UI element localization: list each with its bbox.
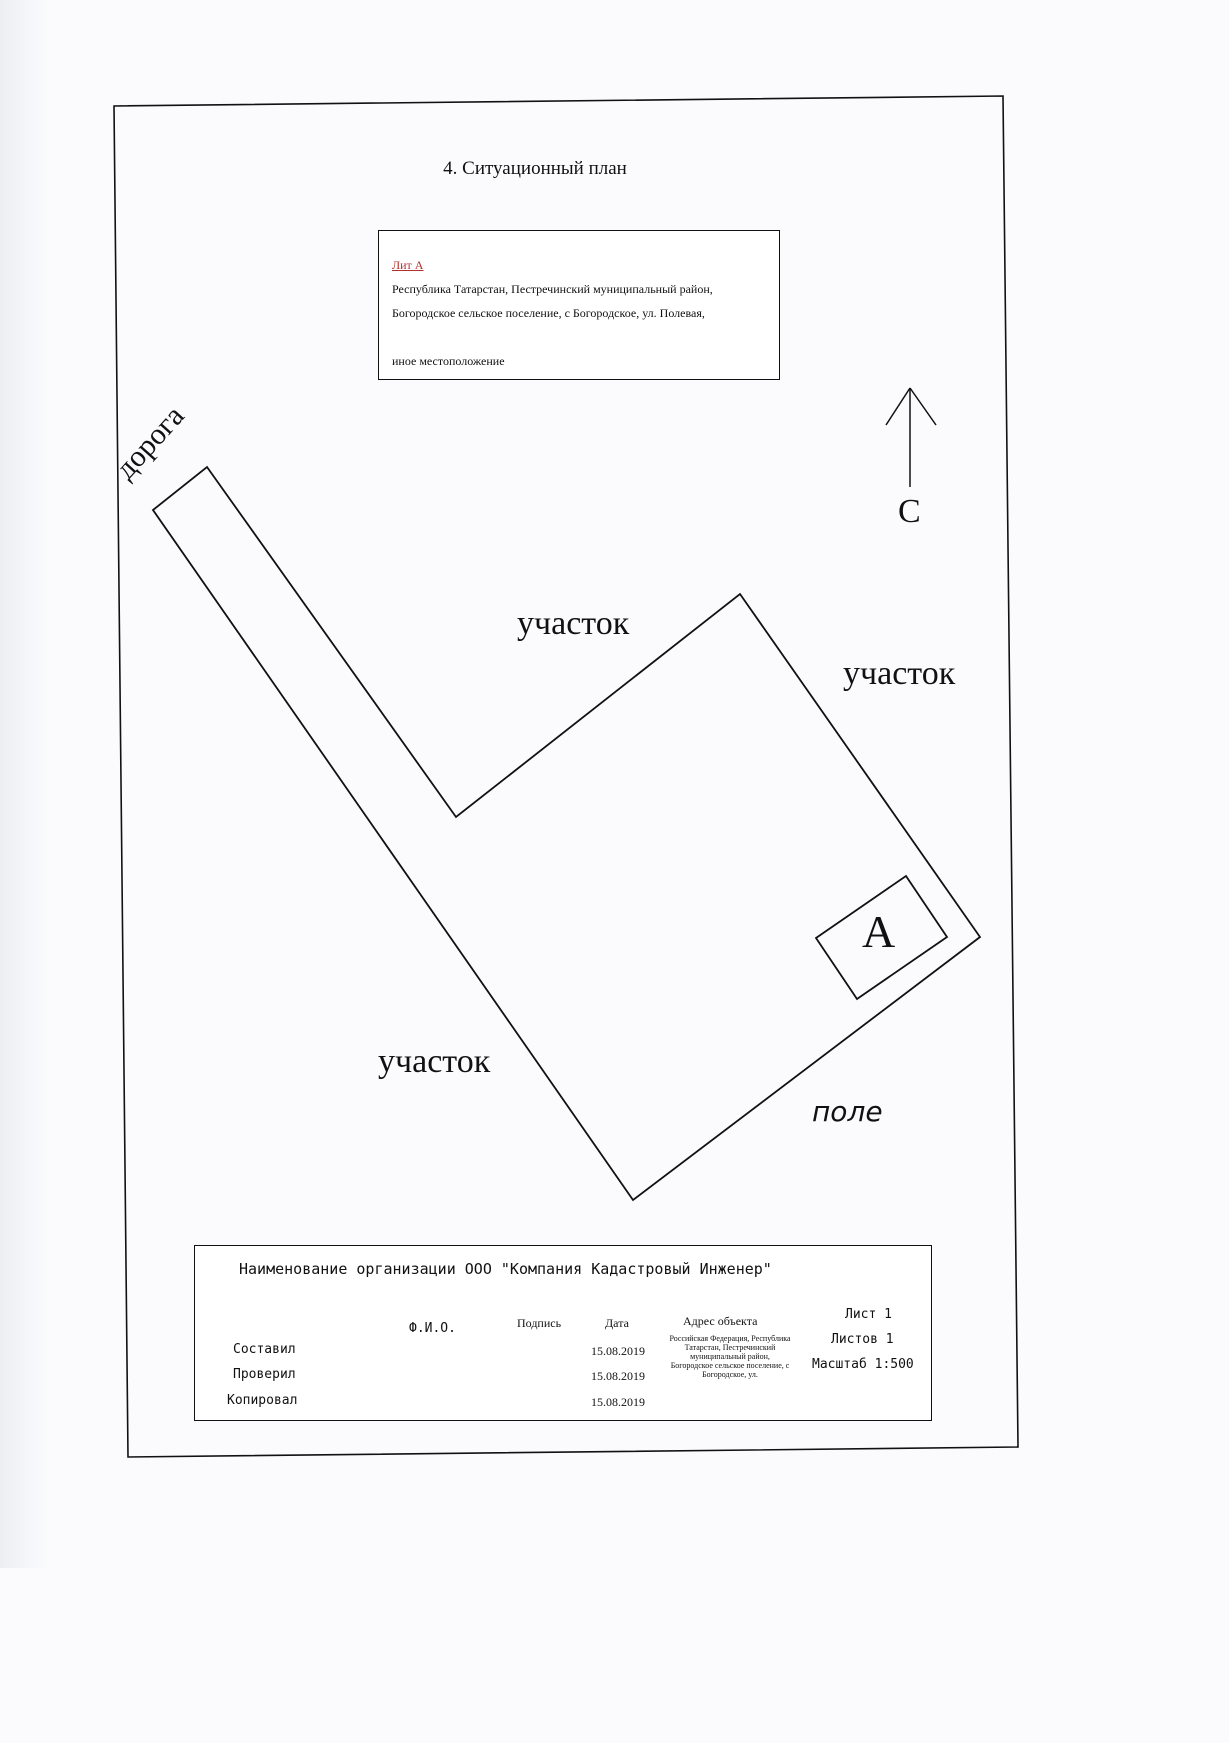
row-date: 15.08.2019 [591,1369,645,1383]
header-fio: Ф.И.О. [409,1321,456,1336]
object-address-text: Российская Федерация, Республика Татарстан, Пестречинский муниципальный район, Богородское сельское поселение, с Богородское, ул. [669,1334,791,1379]
row-role: Копировал [227,1393,298,1408]
sheets-total: Листов 1 [831,1332,894,1347]
row-role: Проверил [233,1367,296,1382]
object-address: Республика Татарстан, Пестречинский муниципальный район, Богородское сельское поселение, с Богородское, ул. Полевая, [392,282,713,320]
header-date: Дата [605,1316,629,1330]
building-label: А [862,906,896,957]
title-block-stamp [194,1245,932,1421]
field-label: поле [812,1095,883,1128]
organization-name: Наименование организации ООО "Компания Кадастровый Инженер" [239,1260,772,1278]
north-label: С [898,493,921,530]
plot-label-top: участок [517,605,630,642]
land-plot-outline [153,467,980,1200]
object-info-box [378,230,780,380]
plot-label-bottom: участок [378,1043,491,1080]
plot-label-right: участок [843,655,956,692]
row-role: Составил [233,1342,296,1357]
page-title: 4. Ситуационный план [443,158,627,179]
sheet-number: Лист 1 [845,1307,892,1322]
other-location: иное местоположение [392,354,505,368]
lit-label: Лит А [392,258,424,272]
header-signature: Подпись [517,1316,562,1330]
row-date: 15.08.2019 [591,1395,645,1409]
north-arrow-icon [886,388,936,487]
header-object-address: Адрес объекта [683,1314,758,1328]
scale: Масштаб 1:500 [812,1357,914,1372]
road-label: дорога [108,399,191,486]
row-date: 15.08.2019 [591,1344,645,1358]
